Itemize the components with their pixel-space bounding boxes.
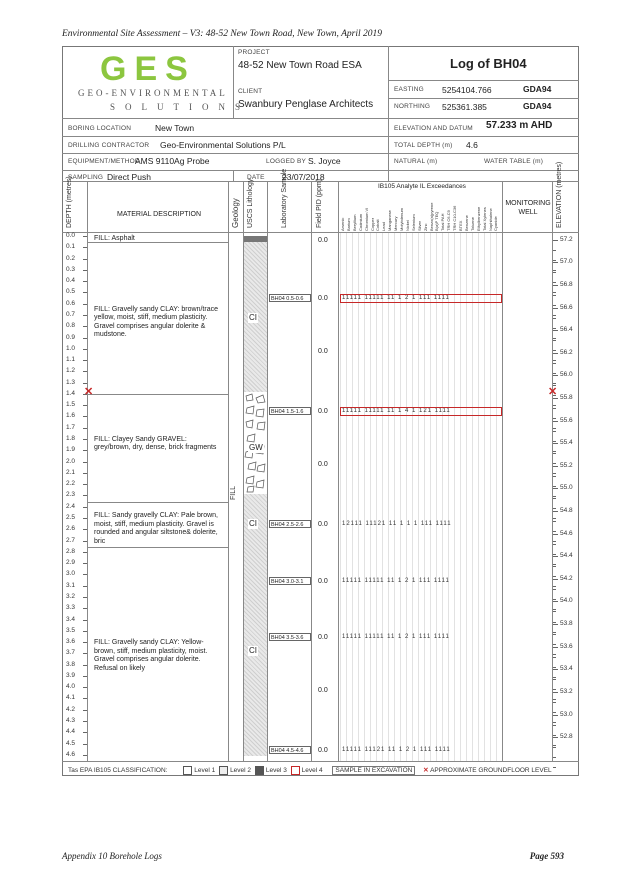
depth-tick: 2.7: [66, 536, 76, 544]
logged-by-label: LOGGED BY: [266, 158, 307, 165]
pid-reading: 0.0: [318, 687, 328, 694]
pid-reading: 0.0: [318, 747, 328, 755]
depth-tick: 0.2: [66, 254, 76, 262]
analyte-label: TRH C6-C9: [446, 210, 452, 231]
pid-reading: 0.0: [318, 237, 328, 244]
date-label: DATE: [247, 174, 265, 181]
depth-tick: 3.2: [66, 592, 76, 600]
analyte-label: Mercury: [393, 216, 399, 231]
groundfloor-marker-left: ✕: [84, 386, 94, 398]
analyte-label: Beryllium: [351, 214, 357, 231]
depth-tick: 3.1: [66, 581, 76, 589]
analyte-label: Ethylbenzene: [475, 206, 481, 231]
elevation-tick: 56.8: [560, 280, 573, 288]
elevation-value: 57.233 m AHD: [486, 120, 553, 131]
elevation-tick: 55.4: [560, 439, 573, 447]
elev-header: ELEVATION (metres): [556, 161, 563, 228]
depth-tick: 2.6: [66, 525, 76, 533]
depth-tick: 1.7: [66, 423, 76, 431]
analyte-label: Barium: [345, 218, 351, 231]
lab-sample: BH04 3.0-3.1: [269, 577, 311, 585]
elevation-tick: 56.4: [560, 326, 573, 334]
analyte-label: Toluene: [469, 216, 475, 231]
elevation-tick: 55.6: [560, 416, 573, 424]
elevation-tick: 55.8: [560, 393, 573, 401]
depth-tick: 0.7: [66, 310, 76, 318]
depth-tick: 3.7: [66, 649, 76, 657]
exceedance-row: 11111 11111 11 1 2 1 111 1111: [342, 295, 450, 302]
elevation-tick: 53.4: [560, 665, 573, 673]
exceedance-grid: [340, 233, 502, 761]
elevation-axis: [552, 236, 579, 756]
footer-left: Appendix 10 Borehole Logs: [62, 851, 162, 861]
elevation-tick: 55.0: [560, 484, 573, 492]
elevation-tick: 53.8: [560, 620, 573, 628]
layer-description: FILL: Sandy gravelly CLAY: Pale brown, moist, stiff, medium plasticity. Gravel is rounded and angular siltstone& dolerite, bric: [94, 512, 218, 545]
exceedance-row: 12111 11121 11 1 1 1 111 1111: [342, 521, 452, 528]
exceedance-row: 11111 11111 11 1 2 1 111 1111: [342, 634, 450, 641]
depth-tick: 3.5: [66, 626, 76, 634]
layer-description: FILL: Asphalt: [94, 235, 135, 242]
depth-tick: 3.8: [66, 660, 76, 668]
depth-tick: 2.3: [66, 491, 76, 499]
depth-tick: 2.2: [66, 480, 76, 488]
analyte-label: Total Xylenes: [481, 207, 487, 231]
uscs-code: CI: [249, 646, 257, 656]
depth-tick: 1.3: [66, 378, 76, 386]
elevation-tick: 57.0: [560, 258, 573, 266]
page-header: Environmental Site Assessment – V3: 48-52 New Town Road, New Town, April 2019: [62, 29, 383, 39]
elevation-tick: 56.6: [560, 303, 573, 311]
analyte-label: B(a)P TEQ: [434, 211, 440, 231]
pid-reading: 0.0: [318, 348, 328, 355]
project-value: 48-52 New Town Road ESA: [238, 60, 362, 71]
depth-tick: 4.3: [66, 717, 76, 725]
elevation-tick: 52.8: [560, 733, 573, 741]
level2-swatch: [219, 766, 228, 775]
log-title: Log of BH04: [450, 56, 527, 71]
pid-reading: 0.0: [318, 408, 328, 416]
analyte-label: Copper: [369, 217, 375, 231]
exceedance-row: 11111 11121 11 1 2 1 111 1111: [342, 747, 451, 754]
analyte-label: Benzene: [463, 215, 469, 231]
groundfloor-legend-icon: ✕: [423, 767, 429, 775]
analyte-label: TRH C10-C36: [452, 205, 458, 231]
elevation-tick: 53.2: [560, 687, 573, 695]
lab-sample: BH04 1.5-1.6: [269, 407, 311, 415]
analyte-label: Zinc: [422, 223, 428, 231]
depth-tick: 1.5: [66, 401, 76, 409]
northing-value: 525361.385: [442, 102, 487, 112]
footer-right: Page 593: [529, 851, 564, 861]
natural-label: NATURAL (m): [394, 158, 438, 165]
material-header: MATERIAL DESCRIPTION: [117, 211, 202, 218]
elevation-tick: 54.2: [560, 574, 573, 582]
elevation-tick: 53.0: [560, 710, 573, 718]
easting-label: EASTING: [394, 86, 424, 93]
analyte-label: BTEX: [458, 220, 463, 231]
exceedance-highlight: [340, 407, 502, 416]
lab-sample: BH04 0.5-0.6: [269, 294, 311, 302]
uscs-header: USCS Lithology: [247, 178, 254, 228]
analyte-label: Chromium VI: [363, 207, 369, 231]
logged-by-value: S. Joyce: [308, 156, 341, 166]
depth-tick: 0.5: [66, 288, 76, 296]
level3-swatch: [255, 766, 264, 775]
total-depth-value: 4.6: [466, 140, 478, 150]
analyte-label: Lead: [381, 222, 387, 231]
easting-datum: GDA94: [523, 84, 552, 94]
logo-line2: SOLUTIONS: [110, 102, 251, 112]
pid-header: Field PID (ppm): [316, 178, 323, 228]
asphalt-fill: [244, 236, 267, 242]
analyte-label: Total PAH: [440, 213, 446, 231]
northing-datum: GDA94: [523, 101, 552, 111]
elevation-tick: 54.8: [560, 507, 573, 515]
client-label: CLIENT: [238, 88, 263, 95]
depth-tick: 2.8: [66, 547, 76, 555]
exceedance-row: 11111 11111 11 1 4 1 121 1111: [342, 408, 451, 415]
pid-reading: 0.0: [318, 461, 328, 468]
depth-tick: 3.9: [66, 671, 76, 679]
northing-label: NORTHING: [394, 103, 431, 110]
sampling-label: SAMPLING: [68, 174, 104, 181]
elevation-tick: 56.0: [560, 371, 573, 379]
depth-tick: 0.4: [66, 277, 76, 285]
analyte-label: Benzo(a)pyrene: [428, 202, 434, 231]
depth-tick: 2.5: [66, 514, 76, 521]
elevation-tick: 53.6: [560, 642, 573, 650]
depth-tick: 1.9: [66, 446, 76, 454]
depth-tick: 2.0: [66, 457, 76, 465]
client-value: Swanbury Penglase Architects: [238, 99, 374, 110]
depth-tick: 0.6: [66, 299, 76, 307]
layer-description: FILL: Gravelly sandy CLAY: Yellow-brown, stiff, medium plasticity, moist. Gravel comprises angular dolerite. Refusal on likely: [94, 639, 208, 672]
analyte-label: Cyanide: [493, 216, 499, 231]
layer-description: FILL: Clayey Sandy GRAVEL: grey/brown, dry, dense, brick fragments: [94, 435, 217, 452]
logo-line1: GEO-ENVIRONMENTAL: [78, 88, 228, 98]
depth-tick: 3.0: [66, 570, 76, 578]
equipment-value: AMS 9110Ag Probe: [135, 156, 210, 166]
layer-description: FILL: Gravelly sandy CLAY: brown/trace yellow, moist, stiff, medium plasticity. Gravel comprises angular dolerite & mudstone.: [94, 305, 218, 339]
uscs-code: CI: [249, 312, 257, 322]
depth-tick: 4.2: [66, 705, 76, 713]
elevation-tick: 54.6: [560, 529, 573, 537]
level4-swatch: [291, 766, 300, 775]
depth-tick: 2.4: [66, 502, 76, 510]
geology-fill-label: FILL: [230, 485, 237, 500]
project-label: PROJECT: [238, 49, 270, 56]
lab-sample: BH04 3.5-3.6: [269, 633, 311, 641]
pid-reading: 0.0: [318, 634, 328, 642]
elevation-tick: 55.2: [560, 461, 573, 469]
elevation-tick: 56.2: [560, 348, 573, 356]
uscs-code: GW: [249, 442, 263, 452]
uscs-code: CI: [249, 519, 257, 529]
analyte-label: Silver: [416, 220, 422, 231]
depth-tick: 2.9: [66, 559, 76, 567]
depth-tick: 3.3: [66, 604, 76, 612]
analyte-label: Naphthalene: [487, 208, 493, 231]
elevation-label: ELEVATION AND DATUM: [394, 125, 473, 132]
pid-reading: 0.0: [318, 521, 328, 529]
depth-tick: 4.6: [66, 750, 76, 758]
exceedance-row: 11111 11111 11 1 2 1 111 1111: [342, 577, 450, 584]
equipment-label: EQUIPMENT/METHOD: [68, 158, 140, 165]
pid-reading: 0.0: [318, 295, 328, 303]
drilling-contractor-label: DRILLING CONTRACTOR: [68, 142, 150, 149]
analyte-label: Nickel: [404, 220, 410, 231]
depth-tick: 3.6: [66, 638, 76, 646]
depth-axis: [62, 232, 88, 758]
depth-tick: 1.1: [66, 356, 76, 364]
analyte-label: Manganese: [387, 210, 393, 231]
depth-tick: 0.3: [66, 265, 76, 273]
analyte-label: Molybdenum: [399, 208, 404, 231]
depth-tick: 1.6: [66, 412, 76, 420]
depth-tick: 3.4: [66, 615, 76, 623]
depth-tick: 1.8: [66, 435, 76, 443]
lab-sample: BH04 4.5-4.6: [269, 746, 311, 754]
depth-header: DEPTH (metres): [66, 176, 73, 228]
depth-tick: 1.2: [66, 367, 76, 375]
total-depth-label: TOTAL DEPTH (m): [394, 142, 453, 149]
boring-location-label: BORING LOCATION: [68, 125, 132, 132]
easting-value: 5254104.766: [442, 85, 492, 95]
pid-reading: 0.0: [318, 577, 328, 585]
legend: Tas EPA IB105 CLASSIFICATION: Level 1 Level 2 Level 3 Level 4 SAMPLE IN EXCAVATION ✕ APPROXIMATE GROUNDFLOOR LEVEL: [68, 767, 552, 775]
depth-tick: 4.0: [66, 683, 76, 691]
level1-swatch: [183, 766, 192, 775]
groundfloor-marker-right: ✕: [548, 386, 558, 398]
depth-tick: 0.9: [66, 333, 76, 341]
elevation-tick: 54.4: [560, 552, 573, 560]
depth-tick: 0.8: [66, 322, 76, 330]
depth-tick: 4.1: [66, 694, 76, 702]
analyte-label: Cobalt: [375, 219, 381, 231]
depth-tick: 1.4: [66, 389, 76, 397]
exceedance-highlight: [340, 294, 502, 303]
exceed-header: IB105 Analyte IL Exceedances: [378, 183, 466, 190]
depth-tick: 0.1: [66, 243, 76, 251]
sampling-value: Direct Push: [107, 172, 151, 182]
date-value: 23/07/2018: [282, 172, 325, 182]
well-header: MONITORING WELL: [505, 200, 551, 216]
lab-sample: BH04 2.5-2.6: [269, 520, 311, 528]
analyte-label: Selenium: [410, 214, 416, 231]
depth-tick: 0.0: [66, 232, 76, 239]
depth-tick: 4.4: [66, 728, 76, 736]
geology-header: Geology: [231, 198, 240, 228]
water-table-label: WATER TABLE (m): [484, 158, 544, 165]
analyte-label: Cadmium: [357, 213, 363, 231]
depth-tick: 2.1: [66, 468, 76, 476]
lab-header: Laboratory Sample: [281, 168, 288, 228]
depth-tick: 1.0: [66, 344, 76, 352]
elevation-tick: 57.2: [560, 235, 573, 243]
analyte-label: Arsenic: [340, 217, 345, 231]
ges-logo: GES: [100, 50, 196, 88]
sample-legend: SAMPLE IN EXCAVATION: [332, 766, 415, 775]
boring-location-value: New Town: [155, 123, 195, 133]
elevation-tick: 54.0: [560, 597, 573, 605]
depth-tick: 4.5: [66, 739, 76, 747]
drilling-contractor-value: Geo-Environmental Solutions P/L: [160, 140, 286, 150]
